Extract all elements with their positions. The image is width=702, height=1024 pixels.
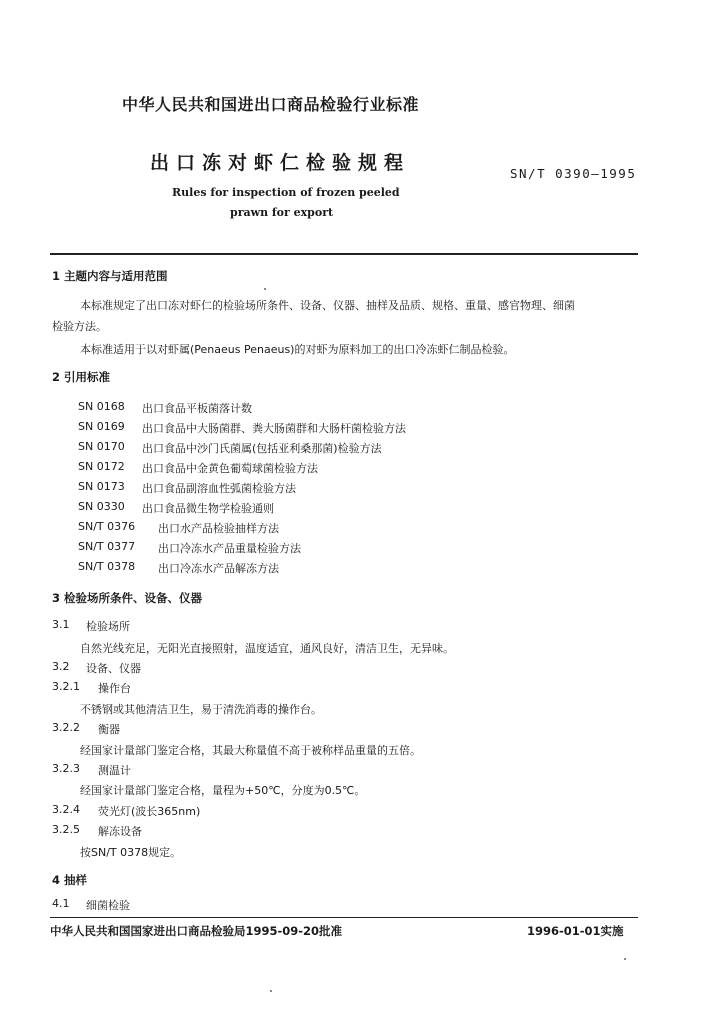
document-title-en-line2: prawn for export (230, 206, 334, 219)
clause-text: 经国家计量部门鉴定合格，量程为+50℃，分度为0.5℃。 (80, 784, 366, 797)
clause-number: 3.1 (52, 618, 70, 631)
clause-title: 设备、仪器 (86, 662, 141, 675)
reference-code: SN 0172 (78, 460, 125, 473)
reference-code: SN 0170 (78, 440, 125, 453)
scan-speck (624, 958, 626, 960)
reference-code: SN 0169 (78, 420, 125, 433)
reference-title: 出口冷冻水产品重量检验方法 (158, 542, 301, 555)
clause-text: 不锈钢或其他清洁卫生，易于清洗消毒的操作台。 (80, 703, 322, 716)
reference-title: 出口冷冻水产品解冻方法 (158, 562, 279, 575)
reference-title: 出口食品平板菌落计数 (142, 402, 252, 415)
clause-number: 3.2 (52, 660, 70, 673)
clause-text: 经国家计量部门鉴定合格，其最大称量值不高于被称样品重量的五倍。 (80, 744, 421, 757)
document-title-cn: 出口冻对虾仁检验规程 (150, 152, 411, 174)
clause-number: 3.2.4 (52, 803, 80, 816)
clause-title: 细菌检验 (86, 899, 130, 912)
reference-title: 出口水产品检验抽样方法 (158, 522, 279, 535)
reference-code: SN/T 0378 (78, 560, 136, 573)
scan-speck (270, 990, 272, 992)
reference-title: 出口食品中金黄色葡萄球菌检验方法 (142, 462, 318, 475)
clause-title: 荧光灯(波长365nm) (98, 805, 201, 818)
footer-divider (50, 917, 638, 918)
section-1-paragraph-1-line-2: 检验方法。 (52, 320, 107, 333)
clause-number: 3.2.3 (52, 762, 80, 775)
standard-code: SN/T 0390—1995 (510, 166, 637, 181)
clause-title: 检验场所 (86, 620, 130, 633)
section-1-heading: 1 主题内容与适用范围 (52, 269, 168, 283)
clause-title: 衡器 (98, 723, 120, 736)
clause-text: 自然光线充足，无阳光直接照射，温度适宜，通风良好，清洁卫生，无异味。 (80, 642, 454, 655)
section-1-paragraph-1-line-1: 本标准规定了出口冻对虾仁的检验场所条件、设备、仪器、抽样及品质、规格、重量、感官物理、细菌 (80, 299, 575, 312)
reference-title: 出口食品中大肠菌群、粪大肠菌群和大肠杆菌检验方法 (142, 422, 406, 435)
reference-title: 出口食品副溶血性弧菌检验方法 (142, 482, 296, 495)
issuing-organization: 中华人民共和国进出口商品检验行业标准 (122, 95, 420, 114)
reference-code: SN/T 0376 (78, 520, 136, 533)
header-divider (50, 253, 638, 255)
reference-title: 出口食品中沙门氏菌属(包括亚利桑那菌)检验方法 (142, 442, 382, 455)
reference-title: 出口食品微生物学检验通则 (142, 502, 274, 515)
clause-title: 操作台 (98, 682, 131, 695)
clause-text: 按SN/T 0378规定。 (80, 846, 182, 859)
clause-number: 3.2.1 (52, 680, 80, 693)
approval-statement: 中华人民共和国国家进出口商品检验局1995-09-20批准 (50, 924, 343, 938)
section-2-heading: 2 引用标准 (52, 370, 111, 384)
reference-code: SN 0173 (78, 480, 125, 493)
section-1-paragraph-2: 本标准适用于以对虾属(Penaeus Penaeus)的对虾为原料加工的出口冷冻虾仁制品检验。 (80, 343, 515, 356)
clause-title: 解冻设备 (98, 825, 142, 838)
section-3-heading: 3 检验场所条件、设备、仪器 (52, 591, 203, 605)
clause-title: 测温计 (98, 764, 131, 777)
reference-code: SN 0330 (78, 500, 125, 513)
clause-number: 3.2.5 (52, 823, 80, 836)
clause-number: 3.2.2 (52, 721, 80, 734)
document-title-en-line1: Rules for inspection of frozen peeled (172, 186, 400, 199)
clause-number: 4.1 (52, 897, 70, 910)
reference-code: SN 0168 (78, 400, 125, 413)
reference-code: SN/T 0377 (78, 540, 136, 553)
section-4-heading: 4 抽样 (52, 873, 88, 887)
scan-speck (264, 288, 266, 290)
effective-date: 1996-01-01实施 (527, 924, 624, 938)
